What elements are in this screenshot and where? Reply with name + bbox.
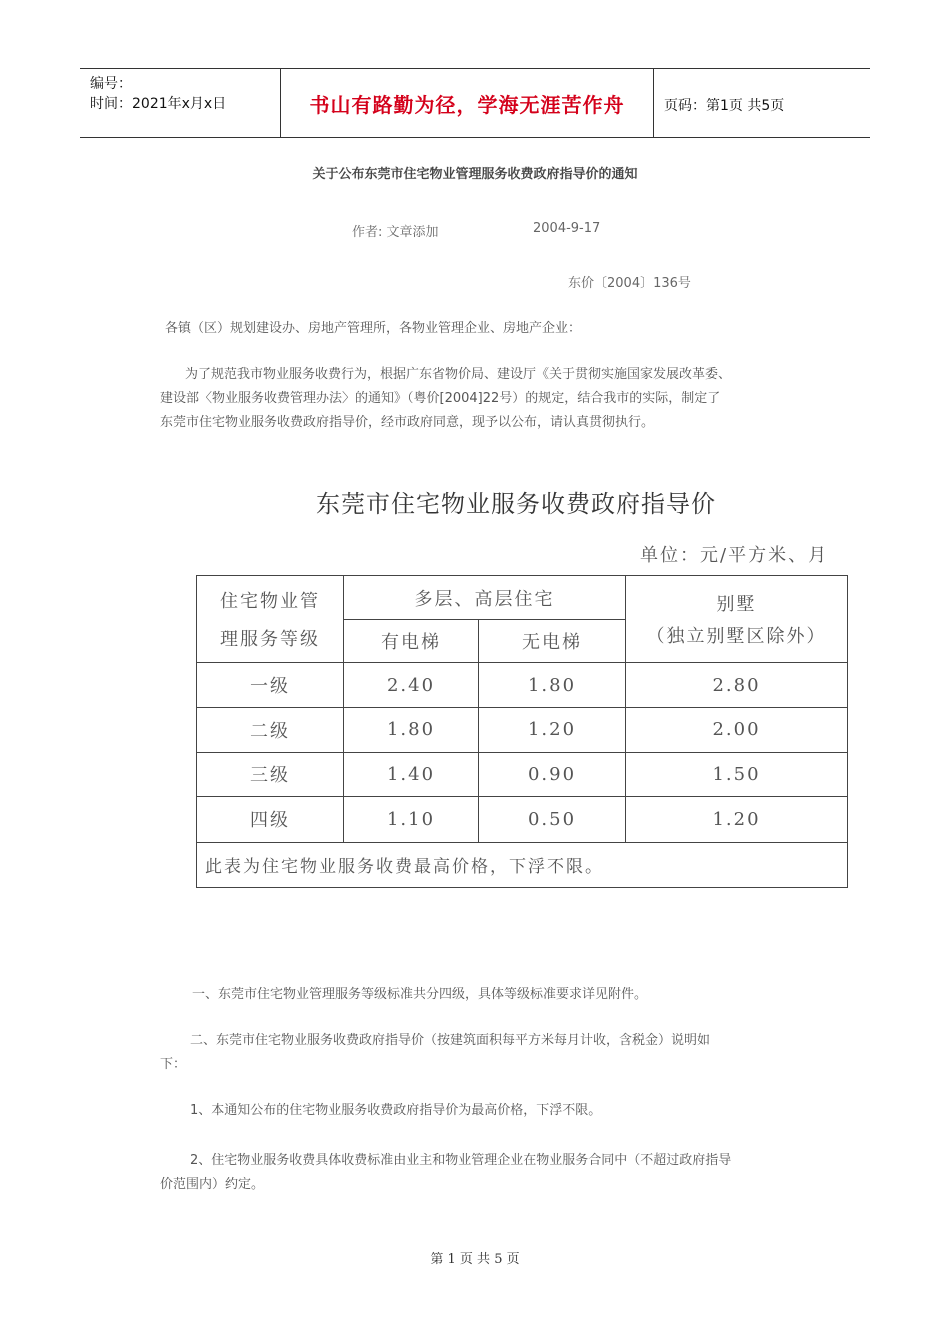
villa-header-line-2: （独立别墅区除外） bbox=[646, 625, 827, 647]
table-unit: 单位：元/平方米、月 bbox=[640, 545, 829, 566]
villa-cell: 2.00 bbox=[626, 708, 848, 752]
villa-header-line-1: 别墅 bbox=[716, 593, 757, 615]
code-label: 编号： bbox=[90, 76, 132, 92]
intro-line-1: 为了规范我市物业服务收费行为，根据广东省物价局、建设厅《关于贯彻实施国家发展改革委、 bbox=[185, 367, 732, 382]
without-elevator-cell: 0.90 bbox=[479, 752, 626, 796]
grade-header-line-1: 住宅物业管 bbox=[220, 590, 320, 612]
grade-cell: 三级 bbox=[197, 752, 344, 796]
item-4-line-2: 价范围内）约定。 bbox=[160, 1177, 265, 1192]
grade-cell: 四级 bbox=[197, 797, 344, 842]
with-elevator-cell: 1.10 bbox=[344, 797, 479, 842]
header-motto-cell bbox=[281, 69, 654, 137]
item-1: 一、东莞市住宅物业管理服务等级标准共分四级，具体等级标准要求详见附件。 bbox=[192, 987, 648, 1002]
table-row bbox=[197, 752, 848, 796]
motto-text: 书山有路勤为径，学海无涯苦作舟 bbox=[309, 92, 625, 117]
grade-cell: 二级 bbox=[197, 708, 344, 752]
page-label: 页码：第1页 共5页 bbox=[664, 98, 785, 114]
villa-cell: 1.50 bbox=[626, 752, 848, 796]
document-title: 关于公布东莞市住宅物业管理服务收费政府指导价的通知 bbox=[312, 167, 638, 182]
intro-line-3: 东莞市住宅物业服务收费政府指导价，经市政府同意，现予以公布，请认真贯彻执行。 bbox=[160, 415, 655, 430]
without-elevator-cell: 1.20 bbox=[479, 708, 626, 752]
villa-cell: 2.80 bbox=[626, 662, 848, 707]
grade-header-line-2: 理服务等级 bbox=[220, 628, 320, 650]
item-2-line-2: 下： bbox=[160, 1057, 187, 1072]
header-left-cell bbox=[80, 69, 281, 137]
table-row bbox=[197, 797, 848, 842]
page-header bbox=[80, 68, 870, 138]
with-elevator-cell: 2.40 bbox=[344, 662, 479, 707]
with-elevator-cell: 1.80 bbox=[344, 708, 479, 752]
without-elevator-cell: 1.80 bbox=[479, 662, 626, 707]
without-elevator-header: 无电梯 bbox=[479, 620, 626, 662]
grade-cell: 一级 bbox=[197, 662, 344, 707]
addressee: 各镇（区）规划建设办、房地产管理所，各物业管理企业、房地产企业： bbox=[165, 321, 582, 336]
table-title: 东莞市住宅物业服务收费政府指导价 bbox=[316, 490, 716, 518]
with-elevator-cell: 1.40 bbox=[344, 752, 479, 796]
author-label: 作者: 文章添加 bbox=[352, 225, 439, 240]
table-note: 此表为住宅物业服务收费最高价格，下浮不限。 bbox=[197, 842, 848, 887]
without-elevator-cell: 0.50 bbox=[479, 797, 626, 842]
intro-line-2: 建设部〈物业服务收费管理办法〉的通知》（粤价[2004]22号）的规定，结合我市的实际，制定了 bbox=[160, 391, 721, 406]
with-elevator-header: 有电梯 bbox=[344, 620, 479, 662]
page-footer: 第 1 页 共 5 页 bbox=[430, 1252, 520, 1267]
table-row bbox=[197, 662, 848, 707]
publish-date: 2004-9-17 bbox=[533, 221, 601, 236]
item-2-line-1: 二、东莞市住宅物业服务收费政府指导价（按建筑面积每平方米每月计收，含税金）说明如 bbox=[190, 1033, 711, 1048]
price-table bbox=[196, 575, 848, 888]
villa-header bbox=[626, 576, 848, 663]
document-number: 东价〔2004〕136号 bbox=[568, 276, 691, 291]
grade-header bbox=[197, 576, 344, 663]
item-4-line-1: 2、住宅物业服务收费具体收费标准由业主和物业管理企业在物业服务合同中（不超过政府指导 bbox=[190, 1153, 732, 1168]
residence-group-header: 多层、高层住宅 bbox=[344, 576, 626, 620]
item-3: 1、本通知公布的住宅物业服务收费政府指导价为最高价格，下浮不限。 bbox=[190, 1103, 602, 1118]
time-label: 时间：2021年x月x日 bbox=[90, 96, 227, 112]
villa-cell: 1.20 bbox=[626, 797, 848, 842]
table-row bbox=[197, 708, 848, 752]
